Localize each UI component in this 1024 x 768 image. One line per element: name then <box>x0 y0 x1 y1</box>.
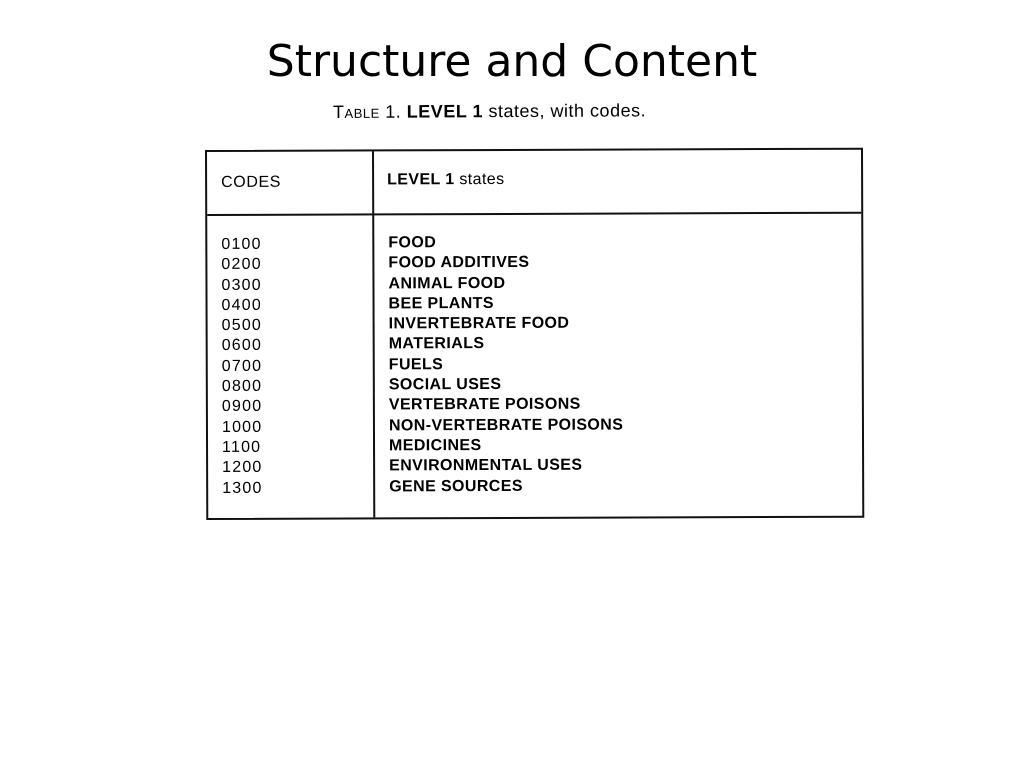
state-cell: INVERTEBRATE FOOD <box>388 314 570 333</box>
states-column <box>388 233 623 498</box>
code-cell: 1100 <box>222 438 262 456</box>
state-cell: GENE SOURCES <box>389 477 523 495</box>
code-cell: 0900 <box>221 398 263 416</box>
code-cell: 0100 <box>221 235 262 253</box>
header-states <box>387 171 504 189</box>
code-cell: 0400 <box>221 296 262 314</box>
code-cell: 0800 <box>221 377 263 396</box>
state-cell: ENVIRONMENTAL USES <box>389 456 583 475</box>
state-cell: MATERIALS <box>388 335 485 353</box>
slide-title: Structure and Content <box>266 36 758 87</box>
table-caption-level: LEVEL 1 <box>406 101 484 122</box>
code-cell: 1200 <box>222 459 263 477</box>
scanned-table-image <box>200 95 880 535</box>
code-cell: 0300 <box>221 276 262 294</box>
code-cell: 0700 <box>221 357 263 375</box>
code-cell: 0200 <box>221 256 262 274</box>
code-cell: 0500 <box>221 316 263 335</box>
state-cell: FOOD ADDITIVES <box>388 254 530 272</box>
column-divider <box>372 151 375 517</box>
state-cell: VERTEBRATE POISONS <box>388 396 581 414</box>
state-cell: NON-VERTEBRATE POISONS <box>388 416 624 435</box>
codes-table <box>205 148 864 520</box>
codes-column <box>221 235 262 499</box>
table-caption-rest: states, with codes. <box>488 100 647 122</box>
table-caption <box>333 100 646 123</box>
header-divider <box>207 212 861 216</box>
state-cell: BEE PLANTS <box>388 294 494 313</box>
state-cell: SOCIAL USES <box>388 376 502 394</box>
state-cell: FOOD <box>388 234 437 252</box>
header-states-text: states <box>459 170 505 189</box>
header-codes: CODES <box>221 173 282 191</box>
state-cell: MEDICINES <box>389 437 482 455</box>
code-cell: 0600 <box>221 337 263 355</box>
header-states-level: LEVEL 1 <box>387 171 455 189</box>
state-cell: ANIMAL FOOD <box>388 274 506 292</box>
table-caption-label: Table 1. <box>332 101 402 122</box>
state-cell: FUELS <box>388 355 444 374</box>
code-cell: 1300 <box>222 479 263 497</box>
code-cell: 1000 <box>221 418 263 436</box>
